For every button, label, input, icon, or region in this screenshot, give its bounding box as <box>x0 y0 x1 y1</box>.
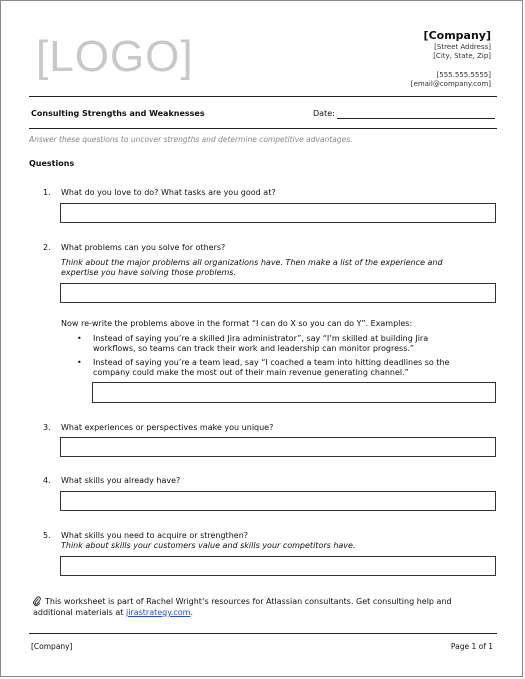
note-prefix: additional materials at <box>33 608 126 617</box>
question-number: 5. <box>43 531 51 540</box>
jirastrategy-link[interactable]: jirastrategy.com <box>125 608 191 617</box>
answer-box-3[interactable] <box>60 437 496 457</box>
note-line-1: This worksheet is part of Rachel Wright’s resources for Atlassian consultants. Get consulting help and <box>45 597 452 606</box>
rewrite-instructions: Now re-write the problems above in the format “I can do X so you can do Y”. Examples: <box>61 319 413 328</box>
bullet-icon: • <box>77 358 82 367</box>
question-text: What do you love to do? What tasks are you good at? <box>61 188 276 197</box>
city-state-zip: [City, State, Zip] <box>433 52 491 60</box>
title-row <box>31 109 497 118</box>
date-label: Date: <box>313 109 335 118</box>
bullet-text: company could make the most out of their main revenue generating channel.” <box>93 368 409 377</box>
question-number: 4. <box>43 476 51 485</box>
answer-box-4[interactable] <box>60 491 496 511</box>
phone-number: [555.555.5555] <box>436 71 491 79</box>
question-number: 3. <box>43 423 51 432</box>
company-info <box>411 29 491 89</box>
bullet-text: workflows, so teams can track their work and leadership can monitor progress.” <box>93 344 415 353</box>
question-hint: expertise you have solving those problems. <box>61 268 237 277</box>
question-hint: Think about skills your customers value and skills your competitors have. <box>61 541 356 550</box>
questions-heading: Questions <box>29 159 75 168</box>
note-suffix: . <box>190 608 194 617</box>
street-address: [Street Address] <box>434 43 491 51</box>
question-number: 2. <box>43 243 51 252</box>
header-divider <box>29 96 497 97</box>
question-text: What skills you already have? <box>61 476 181 485</box>
intro-text: Answer these questions to uncover strengths and determine competitive advantages. <box>29 135 353 144</box>
answer-box-1[interactable] <box>60 203 496 223</box>
question-number: 1. <box>43 188 51 197</box>
document-title: Consulting Strengths and Weaknesses <box>31 109 205 118</box>
logo-placeholder: [LOGO] <box>36 32 194 81</box>
note-line-2 <box>33 607 193 618</box>
answer-box-2[interactable] <box>60 283 496 303</box>
date-field-line[interactable] <box>337 118 495 119</box>
footer-divider <box>29 633 497 634</box>
page-number: Page 1 of 1 <box>450 642 493 651</box>
title-divider <box>29 128 497 129</box>
answer-box-5[interactable] <box>60 556 496 576</box>
answer-box-2b[interactable] <box>92 382 496 403</box>
question-text: What experiences or perspectives make you unique? <box>61 423 274 432</box>
footer-company: [Company] <box>31 642 73 651</box>
bullet-icon: • <box>77 334 82 343</box>
question-text: What problems can you solve for others? <box>61 243 226 252</box>
email-address: [email@company.com] <box>410 80 491 88</box>
question-hint: Think about the major problems all organizations have. Then make a list of the experience and <box>61 258 443 267</box>
question-text: What skills you need to acquire or strengthen? <box>61 531 249 540</box>
bullet-text: Instead of saying you’re a skilled Jira administrator”, say “I’m skilled at building Jira <box>93 334 429 343</box>
bullet-text: Instead of saying you’re a team lead, say “I coached a team into hitting deadlines so the <box>93 358 450 367</box>
company-name: [Company] <box>423 29 491 42</box>
